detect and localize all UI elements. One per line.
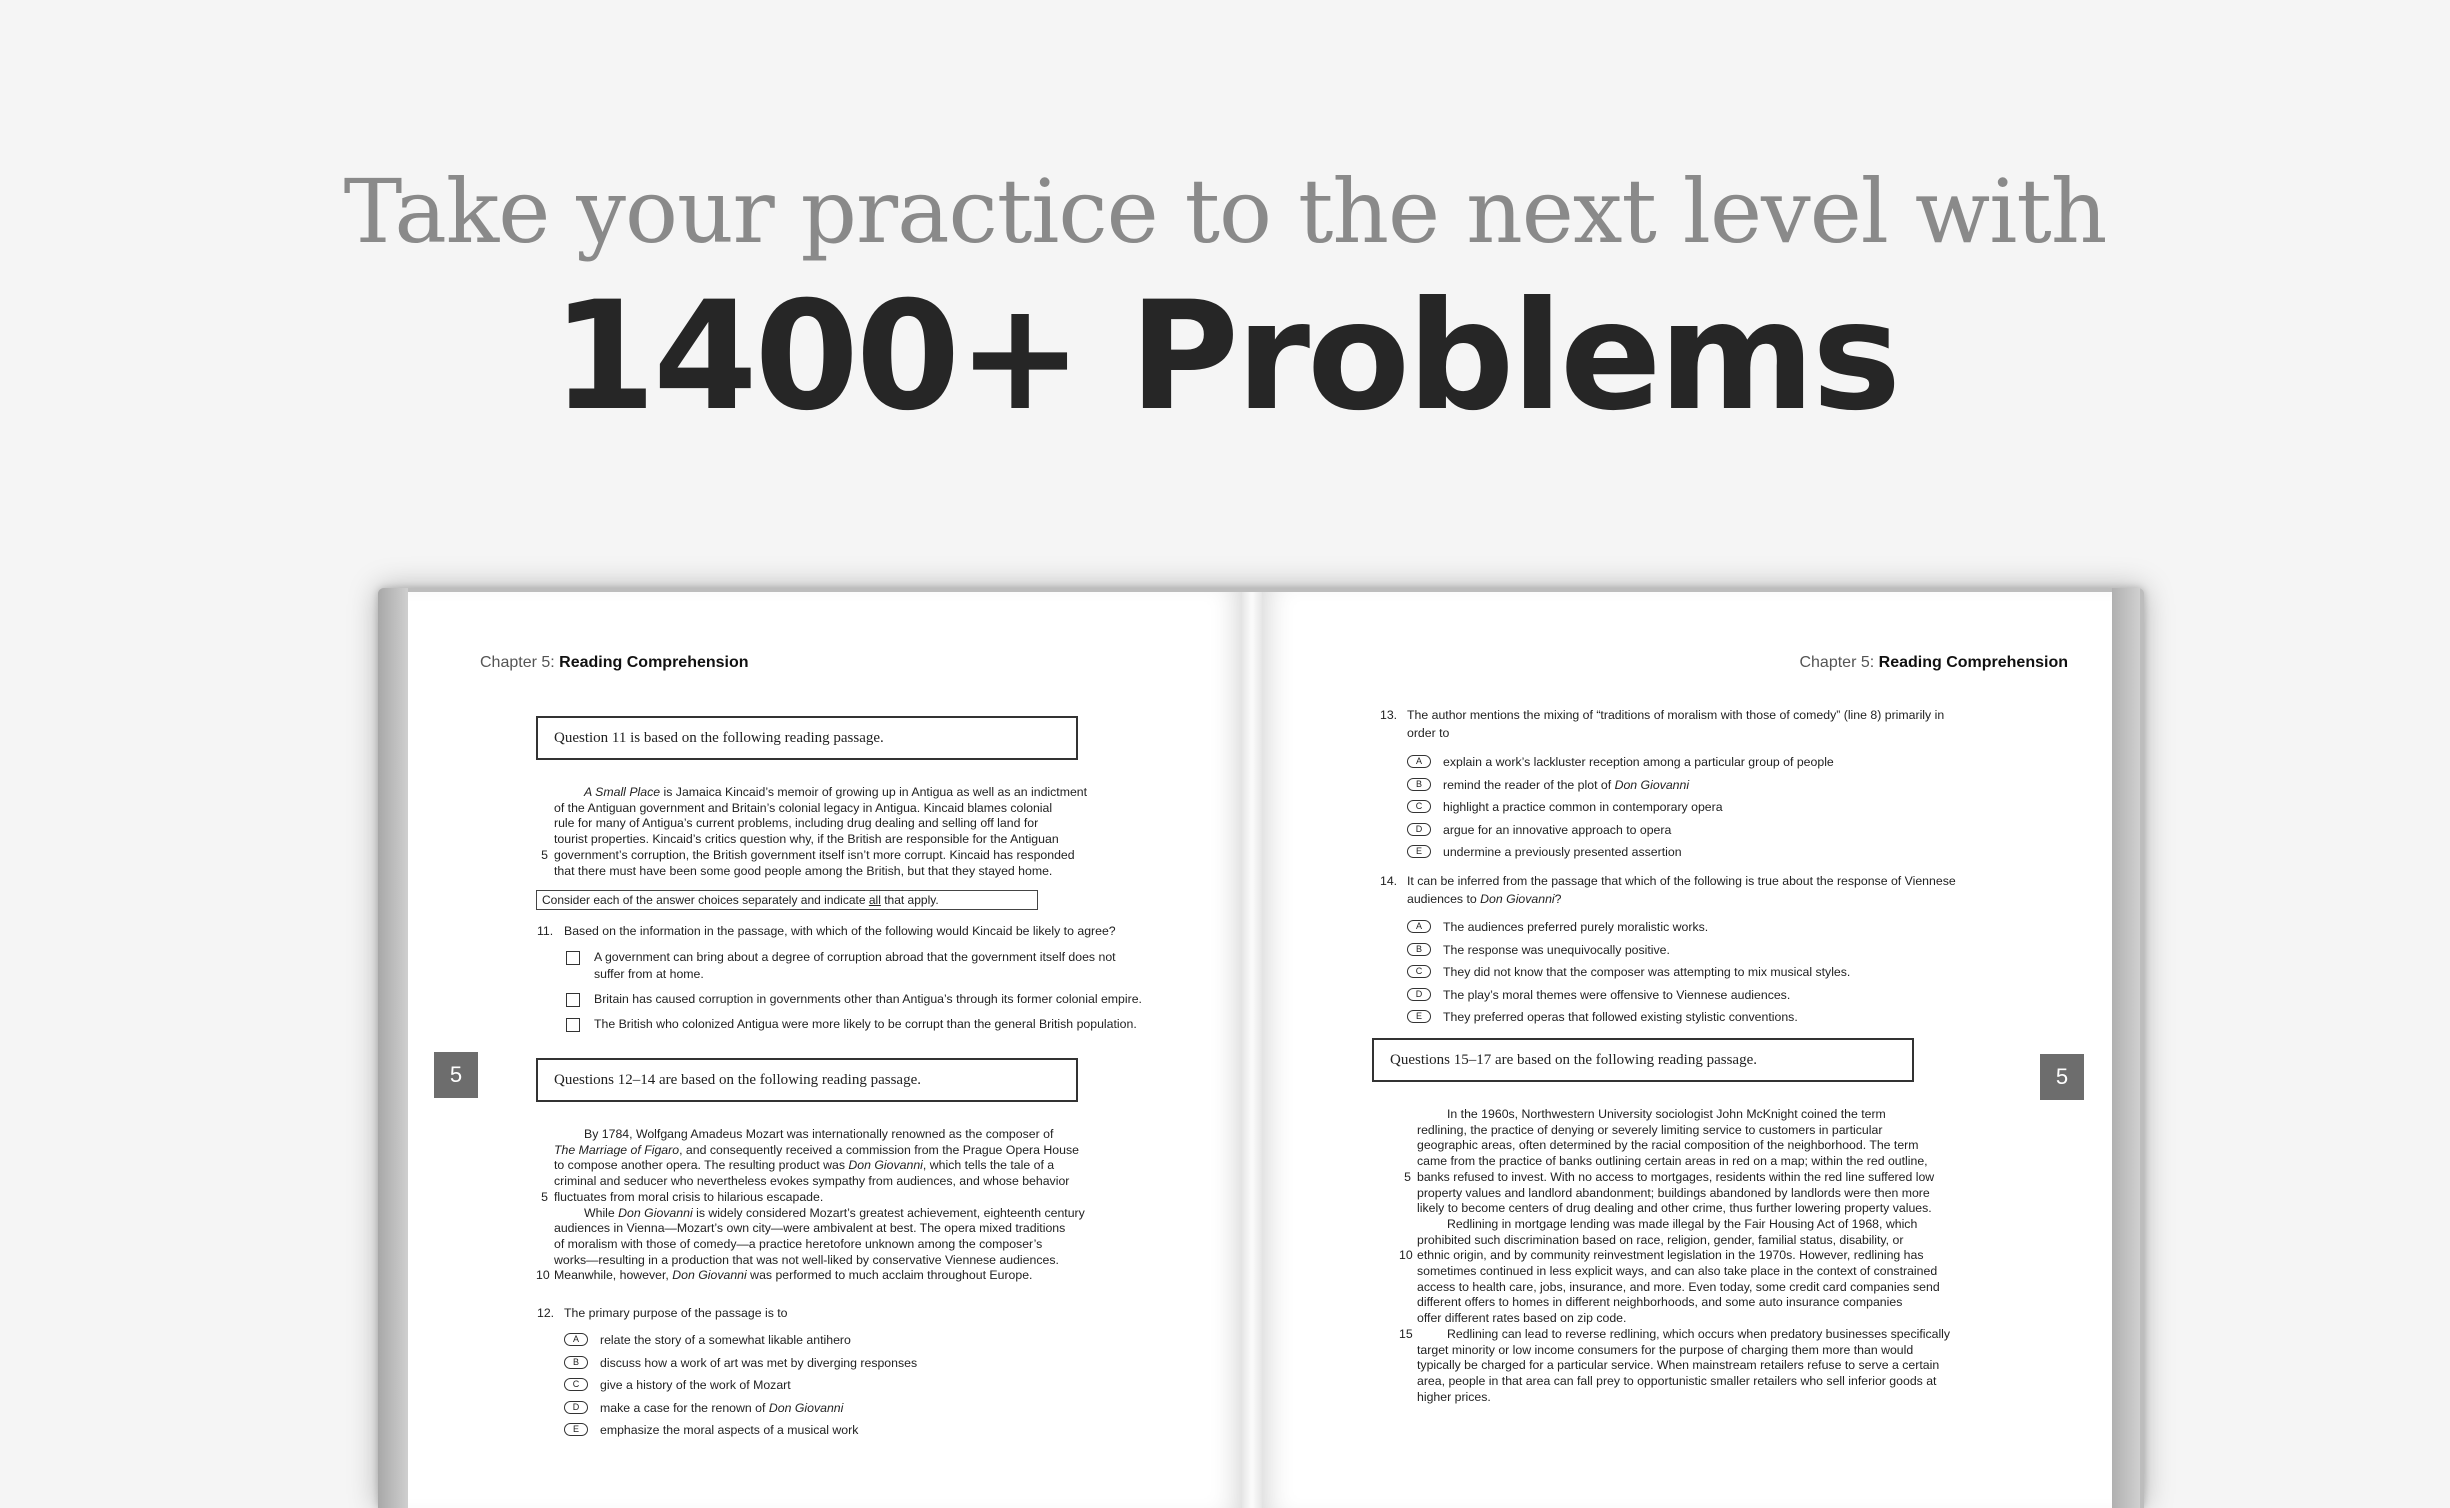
- passage-line: [554, 1253, 1085, 1269]
- passage-line: [1404, 1169, 1950, 1186]
- instruction-box: [536, 890, 1038, 910]
- passage-line: [554, 832, 1087, 848]
- answer-option[interactable]: [1407, 822, 1834, 845]
- answer-option[interactable]: [1407, 942, 1850, 965]
- answer-option[interactable]: [564, 1377, 917, 1400]
- text-run: argue for an innovative approach to opera: [1443, 822, 1672, 837]
- text-run: The response was unequivocally positive.: [1443, 942, 1670, 957]
- question-text: [1407, 890, 1956, 908]
- answer-oval[interactable]: C: [564, 1378, 588, 1391]
- question-text: Based on the information in the passage, with which of the following would Kincaid be likely to agree?: [564, 924, 1116, 938]
- answer-option[interactable]: [564, 1422, 917, 1445]
- text-run: criminal and seducer who nevertheless evokes sympathy from audiences, and whose behavior: [554, 1174, 1070, 1189]
- line-number: 5: [541, 847, 548, 862]
- passage-line: [554, 864, 1087, 880]
- chapter-header-left: [480, 654, 749, 672]
- text-run: In the 1960s, Northwestern University sociologist John McKnight coined the term: [1447, 1107, 1886, 1121]
- instruction-text: Consider each of the answer choices separately and indicate: [542, 893, 869, 907]
- text-run: , which tells the tale of a: [922, 1158, 1055, 1173]
- answer-oval[interactable]: D: [1407, 988, 1431, 1001]
- text-run: explain a work’s lackluster reception among a particular group of people: [1443, 755, 1834, 769]
- question-text: It can be inferred from the passage that which of the following is true about the response of Viennese: [1407, 874, 1956, 888]
- text-run: By 1784, Wolfgang Amadeus Mozart was internationally renowned as the composer of: [584, 1127, 1054, 1141]
- passage-line: [554, 1237, 1085, 1253]
- q14-options: [1407, 919, 1850, 1032]
- question-12: [537, 1304, 788, 1322]
- answer-oval[interactable]: E: [564, 1423, 588, 1436]
- instruction-text-end: that apply.: [880, 893, 939, 907]
- chapter-tab-right: 5: [2040, 1054, 2084, 1100]
- text-run: relate the story of a somewhat likable antihero: [600, 1333, 851, 1347]
- answer-oval[interactable]: A: [564, 1333, 588, 1346]
- text-run: works—resulting in a production that was not well-liked by conservative Viennese audiences.: [554, 1252, 1059, 1267]
- answer-oval[interactable]: B: [564, 1356, 588, 1369]
- answer-oval[interactable]: D: [564, 1401, 588, 1414]
- q11-options: [564, 949, 1144, 1041]
- text-run: came from the practice of banks outlining certain areas in red on a map; within the red outline,: [1417, 1154, 1928, 1169]
- text-run: audiences in Vienna—Mozart’s own city—were ambivalent at best. The opera mixed traditions: [554, 1221, 1066, 1236]
- answer-oval[interactable]: B: [1407, 943, 1431, 956]
- answer-option[interactable]: [564, 1355, 917, 1378]
- answer-oval[interactable]: A: [1407, 755, 1431, 768]
- passage-line: [554, 1221, 1085, 1237]
- text-run: While: [584, 1205, 619, 1220]
- italic-title: Don Giovanni: [672, 1268, 747, 1283]
- checkbox[interactable]: [566, 951, 580, 965]
- italic-title: The Marriage of Figaro: [554, 1142, 680, 1157]
- book-right-edge: [2112, 588, 2140, 1508]
- passage-line: [1417, 1295, 1950, 1311]
- passage-line: [536, 1268, 1085, 1284]
- text-run: government’s corruption, the British government itself isn’t more corrupt. Kincaid has responded: [554, 847, 1075, 862]
- question-text: order to: [1407, 726, 1450, 740]
- text-run: The play’s moral themes were offensive to Viennese audiences.: [1443, 987, 1791, 1002]
- right-page: [1262, 592, 2112, 1508]
- question-intro-box: Questions 12–14 are based on the following reading passage.: [536, 1058, 1078, 1102]
- text-run: give a history of the work of Mozart: [600, 1378, 791, 1392]
- answer-option[interactable]: [1407, 964, 1850, 987]
- question-number: 13.: [1380, 708, 1398, 722]
- passage-line: [554, 785, 1087, 801]
- line-number: 10: [1399, 1248, 1413, 1263]
- question-number: 14.: [1380, 874, 1398, 888]
- question-text: The author mentions the mixing of “traditions of moralism with those of comedy” (line 8) primarily in: [1407, 708, 1945, 722]
- question-intro-box: Questions 15–17 are based on the following reading passage.: [1372, 1038, 1914, 1082]
- passage-line: [1417, 1280, 1950, 1296]
- reading-passage: [536, 1127, 1085, 1284]
- checkbox[interactable]: [566, 1018, 580, 1032]
- line-number: 10: [536, 1268, 550, 1283]
- passage-line: [1417, 1311, 1950, 1327]
- chapter-prefix: Chapter 5:: [1799, 654, 1875, 671]
- text-run: highlight a practice common in contemporary opera: [1443, 800, 1723, 814]
- passage-line: [554, 1206, 1085, 1222]
- chapter-prefix: Chapter 5:: [480, 654, 555, 671]
- question-number: 11.: [537, 924, 554, 938]
- passage-line: [554, 1143, 1085, 1159]
- line-number: 5: [541, 1189, 548, 1204]
- text-run: is Jamaica Kincaid’s memoir of growing up in Antigua as well as an indictment: [660, 785, 1088, 799]
- text-run: is widely considered Mozart’s greatest achievement, eighteenth century: [692, 1205, 1085, 1220]
- answer-oval[interactable]: A: [1407, 920, 1431, 933]
- text-run: The audiences preferred purely moralistic works.: [1443, 920, 1709, 934]
- text-run: Redlining can lead to reverse redlining, which occurs when predatory businesses specifically: [1447, 1326, 1951, 1341]
- text-run: , and consequently received a commission from the Prague Opera House: [679, 1142, 1079, 1157]
- passage-line: [1417, 1374, 1950, 1390]
- hero-subtitle: Take your practice to the next level with: [343, 160, 2107, 263]
- checkbox[interactable]: [566, 993, 580, 1007]
- text-run: They preferred operas that followed existing stylistic conventions.: [1443, 1010, 1798, 1024]
- passage-line: [1417, 1107, 1950, 1123]
- text-run: fluctuates from moral crisis to hilarious escapade.: [554, 1189, 824, 1204]
- question-11: [537, 922, 1116, 940]
- passage-line: [1399, 1326, 1951, 1343]
- text-run: was performed to much acclaim throughout Europe.: [746, 1268, 1033, 1283]
- line-number: 5: [1404, 1169, 1411, 1184]
- text-run: ethnic origin, and by community reinvestment legislation in the 1970s. However, redlining has: [1417, 1248, 1924, 1263]
- text-run: tourist properties. Kincaid’s critics question why, if the British are responsible for the Antiguan: [554, 832, 1059, 847]
- answer-oval[interactable]: E: [1407, 1010, 1431, 1023]
- text-run: property values and landlord abandonment; buildings abandoned by landlords were then more: [1417, 1185, 1930, 1200]
- open-book: [378, 588, 2144, 1508]
- chapter-tab-left: 5: [434, 1052, 478, 1098]
- answer-option[interactable]: [1407, 844, 1834, 867]
- text-run: make a case for the renown of: [600, 1400, 769, 1415]
- text-run: higher prices.: [1417, 1389, 1491, 1404]
- text-run: emphasize the moral aspects of a musical work: [600, 1423, 859, 1437]
- passage-line: [1417, 1264, 1950, 1280]
- text-run: They did not know that the composer was attempting to mix musical styles.: [1443, 965, 1851, 979]
- question-text-end: ?: [1554, 892, 1562, 906]
- passage-line: [1417, 1123, 1950, 1139]
- question-text-title: Don Giovanni: [1480, 892, 1555, 906]
- passage-line: [1399, 1248, 1950, 1264]
- answer-option[interactable]: [564, 949, 1144, 983]
- passage-line: [1417, 1358, 1950, 1374]
- chapter-title: Reading Comprehension: [1878, 654, 2068, 671]
- answer-option[interactable]: [564, 1400, 917, 1423]
- passage-line: [554, 1158, 1085, 1174]
- passage-line: [1417, 1154, 1950, 1170]
- answer-option[interactable]: [1407, 919, 1850, 942]
- passage-line: [1417, 1217, 1950, 1233]
- chapter-header-right: [1799, 654, 2068, 672]
- line-number: 15: [1399, 1326, 1413, 1341]
- text-run: offer different rates based on zip code.: [1417, 1311, 1627, 1326]
- text-run: redlining, the practice of denying or severely limiting service to customers in particular: [1417, 1122, 1883, 1137]
- text-run: of the Antiguan government and Britain’s colonial legacy in Antigua. Kincaid blames colonial: [554, 800, 1053, 815]
- question-number: 12.: [537, 1306, 555, 1320]
- italic-title: Don Giovanni: [618, 1205, 693, 1220]
- option-text: A government can bring about a degree of corruption abroad that the government itself does not suffer from at home.: [594, 950, 1116, 981]
- answer-option[interactable]: [1407, 987, 1850, 1010]
- book-left-edge: [378, 588, 408, 1508]
- q13-options: [1407, 754, 1834, 867]
- text-run: area, people in that area can fall prey to opportunistic smaller retailers who sell inferior goods at: [1417, 1373, 1937, 1388]
- answer-option[interactable]: [1407, 777, 1834, 800]
- text-run: likely to become centers of drug dealing and other crime, thus further lowering property values.: [1417, 1201, 1932, 1216]
- text-run: Meanwhile, however,: [554, 1268, 673, 1283]
- answer-oval[interactable]: C: [1407, 800, 1431, 813]
- instruction-emphasis: all: [868, 893, 881, 907]
- passage-line: [554, 1174, 1085, 1190]
- text-run: to compose another opera. The resulting product was: [554, 1158, 849, 1173]
- text-run: prohibited such discrimination based on race, religion, gender, familial status, disability, or: [1417, 1232, 1904, 1247]
- question-text-part: audiences to: [1407, 892, 1481, 906]
- italic-title: Don Giovanni: [768, 1400, 844, 1415]
- answer-oval[interactable]: E: [1407, 845, 1431, 858]
- answer-option[interactable]: [564, 1332, 917, 1355]
- text-run: remind the reader of the plot of: [1443, 777, 1615, 792]
- text-run: banks refused to invest. With no access to mortgages, residents within the red line suffered low: [1417, 1169, 1935, 1184]
- text-run: geographic areas, often determined by the racial composition of the neighborhood. The term: [1417, 1138, 1919, 1153]
- italic-title: Don Giovanni: [848, 1158, 923, 1173]
- answer-option[interactable]: [1407, 754, 1834, 777]
- question-14: [1380, 872, 1956, 908]
- answer-oval[interactable]: B: [1407, 778, 1431, 791]
- passage-line: [541, 847, 1087, 864]
- text-run: access to health care, jobs, insurance, and more. Even today, some credit card companies send: [1417, 1279, 1940, 1294]
- answer-option[interactable]: [1407, 1009, 1850, 1032]
- passage-line: [1417, 1233, 1950, 1249]
- hero-title: 1400+ Problems: [551, 270, 1899, 444]
- text-run: Redlining in mortgage lending was made illegal by the Fair Housing Act of 1968, which: [1447, 1216, 1918, 1231]
- reading-passage: [1399, 1107, 1951, 1405]
- text-run: of moralism with those of comedy—a practice heretofore unknown among the composer’s: [554, 1236, 1043, 1251]
- answer-oval[interactable]: D: [1407, 823, 1431, 836]
- text-run: target minority or low income consumers for the purpose of charging them more than would: [1417, 1342, 1914, 1357]
- passage-line: [1417, 1138, 1950, 1154]
- text-run: undermine a previously presented assertion: [1443, 845, 1682, 859]
- answer-oval[interactable]: C: [1407, 965, 1431, 978]
- passage-line: [554, 1127, 1085, 1143]
- passage-line: [554, 801, 1087, 817]
- text-run: that there must have been some good people among the British, but that they stayed home.: [554, 863, 1053, 878]
- text-run: rule for many of Antigua’s current problems, including drug dealing and selling off land for: [554, 816, 1039, 831]
- text-run: sometimes continued in less explicit ways, and can also take place in the context of constrained: [1417, 1264, 1938, 1279]
- passage-line: [541, 1189, 1085, 1206]
- passage-line: [1417, 1390, 1950, 1406]
- left-page: [408, 592, 1242, 1508]
- passage-line: [1417, 1201, 1950, 1217]
- q12-options: [564, 1332, 917, 1445]
- chapter-title: Reading Comprehension: [559, 654, 749, 671]
- option-text: The British who colonized Antigua were more likely to be corrupt than the general British population.: [594, 1017, 1137, 1031]
- answer-option[interactable]: [1407, 799, 1834, 822]
- text-run: different offers to homes in different neighborhoods, and some auto insurance companies: [1417, 1295, 1903, 1310]
- passage-line: [1417, 1343, 1950, 1359]
- option-text: Britain has caused corruption in governments other than Antigua’s through its former colonial empire.: [594, 992, 1142, 1006]
- book-gutter: [1242, 592, 1262, 1508]
- question-text: The primary purpose of the passage is to: [564, 1306, 788, 1320]
- reading-passage: [541, 785, 1088, 879]
- italic-title: A Small Place: [584, 785, 661, 799]
- text-run: discuss how a work of art was met by diverging responses: [600, 1355, 918, 1370]
- question-intro-box: Question 11 is based on the following reading passage.: [536, 716, 1078, 760]
- passage-line: [554, 816, 1087, 832]
- answer-option[interactable]: [564, 1016, 1144, 1033]
- answer-option[interactable]: [564, 991, 1144, 1008]
- text-run: typically be charged for a particular service. When mainstream retailers refuse to serve a certain: [1417, 1358, 1940, 1373]
- passage-line: [1417, 1186, 1950, 1202]
- italic-title: Don Giovanni: [1614, 777, 1690, 792]
- question-13: [1380, 706, 1945, 742]
